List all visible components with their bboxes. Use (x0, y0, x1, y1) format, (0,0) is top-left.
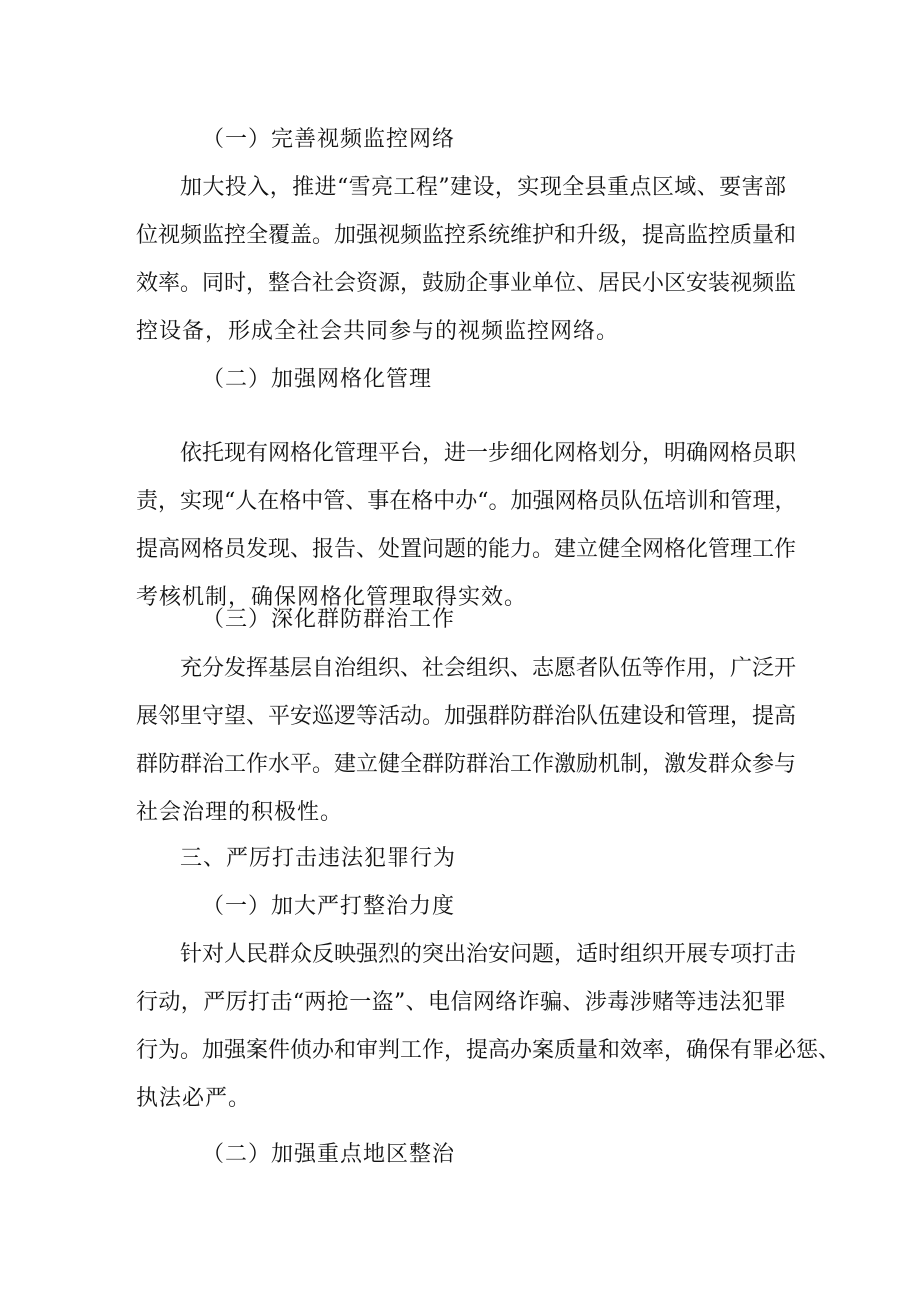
section-heading-2: （二）加强网格化管理 (202, 367, 433, 392)
paragraph-1-line-2: 位视频监控全覆盖。加强视频监控系统维护和升级，提高监控质量和 (136, 223, 797, 248)
paragraph-4-line-4: 执法必严。 (136, 1086, 252, 1111)
paragraph-1-line-4: 控设备，形成全社会共同参与的视频监控网络。 (136, 319, 620, 344)
paragraph-2-line-2: 责，实现“人在格中管、事在格中办“。加强网格员队伍培训和管理， (136, 489, 797, 514)
paragraph-2-line-4: 考核机制，确保网格化管理取得实效。 (136, 585, 528, 610)
paragraph-3-line-2: 展邻里守望、平安巡逻等活动。加强群防群治队伍建设和管理，提高 (136, 704, 797, 729)
paragraph-3-line-3: 群防群治工作水平。建立健全群防群治工作激励机制，激发群众参与 (136, 752, 797, 777)
paragraph-4-line-3: 行为。加强案件侦办和审判工作，提高办案质量和效率，确保有罪必惩、 (136, 1038, 841, 1063)
paragraph-2-line-1: 依托现有网格化管理平台，进一步细化网格划分，明确网格员职 (180, 441, 797, 466)
paragraph-1-line-1: 加大投入，推进“雪亮工程”建设，实现全县重点区域、要害部 (180, 175, 786, 200)
chapter-heading-3: 三、严厉打击违法犯罪行为 (180, 846, 457, 871)
paragraph-4-line-1: 针对人民群众反映强烈的突出治安问题，适时组织开展专项打击 (180, 942, 797, 967)
paragraph-3-line-1: 充分发挥基层自治组织、社会组织、志愿者队伍等作用，广泛开 (180, 656, 797, 681)
paragraph-2-line-3: 提高网格员发现、报告、处置问题的能力。建立健全网格化管理工作 (136, 537, 797, 562)
section-heading-3: （三）深化群防群治工作 (202, 607, 456, 632)
paragraph-1-line-3: 效率。同时，整合社会资源，鼓励企事业单位、居民小区安装视频监 (136, 271, 797, 296)
paragraph-4-line-2: 行动，严厉打击“两抢一盗”、电信网络诈骗、涉毒涉赌等违法犯罪 (136, 990, 786, 1015)
section-heading-3-2: （二）加强重点地区整治 (202, 1142, 456, 1167)
section-heading-1: （一）完善视频监控网络 (202, 127, 456, 152)
paragraph-3-line-4: 社会治理的积极性。 (136, 800, 344, 825)
section-heading-3-1: （一）加大严打整治力度 (202, 894, 456, 919)
